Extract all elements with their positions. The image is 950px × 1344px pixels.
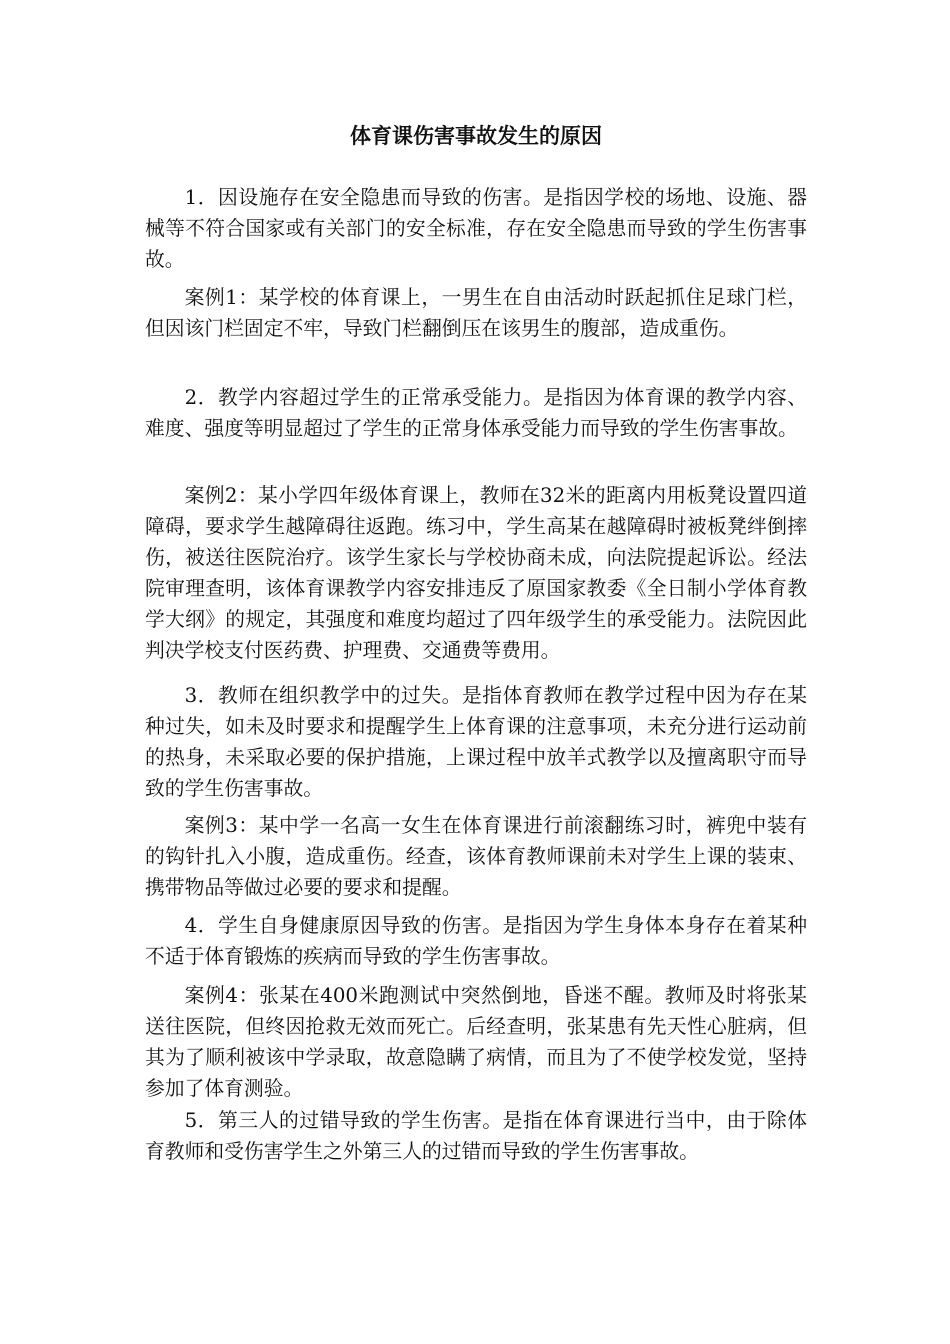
paragraph-cause-4: 4．学生自身健康原因导致的伤害。是指因为学生身体本身存在着某种不适于体育锻炼的疾病而导致的学生伤害事故。 [145, 913, 807, 968]
paragraph-case-4: 案例4：张某在400米跑测试中突然倒地，昏迷不醒。教师及时将张某送往医院，但终因抢救无效而死亡。后经查明，张某患有先天性心脏病，但其为了顺利被该中学录取，故意隐瞒了病情，而且为了不使学校发觉，坚持参加了体育测验。 [145, 983, 807, 1100]
paragraph-cause-3: 3．教师在组织教学中的过失。是指体育教师在教学过程中因为存在某种过失，如未及时要求和提醒学生上体育课的注意事项，未充分进行运动前的热身，未采取必要的保护措施，上课过程中放羊式教学以及擅离职守而导致的学生伤害事故。 [145, 683, 807, 800]
paragraph-case-2: 案例2：某小学四年级体育课上，教师在32米的距离内用板凳设置四道障碍，要求学生越障碍往返跑。练习中，学生高某在越障碍时被板凳绊倒摔伤，被送往医院治疗。该学生家长与学校协商未成，向法院提起诉讼。经法院审理查明，该体育课教学内容安排违反了原国家教委《全日制小学体育教学大纲》的规定，其强度和难度均超过了四年级学生的承受能力。法院因此判决学校支付医药费、护理费、交通费等费用。 [145, 483, 807, 662]
paragraph-case-3: 案例3：某中学一名高一女生在体育课进行前滚翻练习时，裤兜中装有的钩针扎入小腹，造成重伤。经查，该体育教师课前未对学生上课的装束、携带物品等做过必要的要求和提醒。 [145, 813, 807, 899]
paragraph-cause-2: 2．教学内容超过学生的正常承受能力。是指因为体育课的教学内容、难度、强度等明显超过了学生的正常身体承受能力而导致的学生伤害事故。 [145, 385, 807, 440]
paragraph-cause-5: 5．第三人的过错导致的学生伤害。是指在体育课进行当中，由于除体育教师和受伤害学生之外第三人的过错而导致的学生伤害事故。 [145, 1108, 807, 1163]
paragraph-cause-1: 1．因设施存在安全隐患而导致的伤害。是指因学校的场地、设施、器械等不符合国家或有关部门的安全标准，存在安全隐患而导致的学生伤害事故。 [145, 185, 807, 271]
paragraph-case-1: 案例1：某学校的体育课上，一男生在自由活动时跃起抓住足球门栏，但因该门栏固定不牢，导致门栏翻倒压在该男生的腹部，造成重伤。 [145, 285, 807, 340]
document-title: 体育课伤害事故发生的原因 [350, 123, 602, 148]
